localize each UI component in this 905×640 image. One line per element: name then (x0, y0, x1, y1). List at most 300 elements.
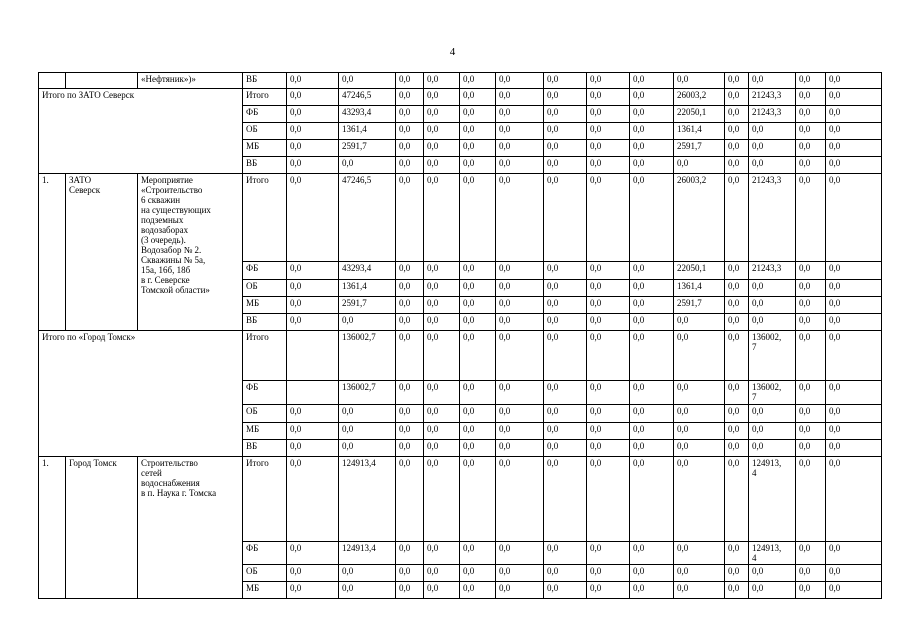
value-cell: 0,0 (287, 140, 339, 157)
value-cell: 0,0 (725, 157, 749, 174)
value-cell: 0,0 (287, 314, 339, 331)
value-cell: 0,0 (424, 565, 460, 582)
value-cell: 0,0 (496, 381, 544, 405)
value-cell: 0,0 (496, 423, 544, 440)
value-cell: 0,0 (630, 582, 674, 599)
value-cell: 0,0 (424, 582, 460, 599)
value-cell: 0,0 (339, 157, 396, 174)
value-cell: 0,0 (725, 262, 749, 280)
value-cell: 0,0 (544, 297, 587, 314)
value-cell: 0,0 (630, 457, 674, 542)
value-cell: 0,0 (796, 106, 826, 123)
value-cell: 0,0 (460, 140, 496, 157)
value-cell: 0,0 (287, 106, 339, 123)
funding-source: МБ (243, 297, 287, 314)
value-cell: 0,0 (544, 440, 587, 457)
value-cell: 0,0 (796, 123, 826, 140)
funding-source: ОБ (243, 280, 287, 297)
value-cell: 0,0 (544, 314, 587, 331)
value-cell: 0,0 (460, 565, 496, 582)
value-cell: 0,0 (460, 89, 496, 106)
value-cell: 0,0 (544, 123, 587, 140)
value-cell: 0,0 (674, 457, 725, 542)
value-cell: 1361,4 (674, 280, 725, 297)
value-cell: 0,0 (749, 140, 796, 157)
value-cell: 0,0 (460, 314, 496, 331)
value-cell: 0,0 (544, 174, 587, 262)
value-cell: 0,0 (496, 297, 544, 314)
value-cell: 0,0 (826, 423, 882, 440)
value-cell: 47246,5 (339, 174, 396, 262)
budget-table (38, 72, 882, 599)
value-cell: 0,0 (796, 542, 826, 565)
value-cell: 0,0 (630, 542, 674, 565)
value-cell: 43293,4 (339, 106, 396, 123)
value-cell: 2591,7 (339, 140, 396, 157)
value-cell: 124913, 4 (749, 457, 796, 542)
value-cell: 0,0 (587, 174, 630, 262)
value-cell: 0,0 (587, 89, 630, 106)
funding-source: МБ (243, 423, 287, 440)
value-cell: 0,0 (544, 73, 587, 89)
value-cell: 0,0 (674, 157, 725, 174)
value-cell: 0,0 (496, 140, 544, 157)
value-cell: 0,0 (749, 73, 796, 89)
value-cell: 0,0 (725, 331, 749, 381)
value-cell: 0,0 (725, 423, 749, 440)
value-cell: 0,0 (544, 381, 587, 405)
value-cell: 0,0 (496, 542, 544, 565)
value-cell: 1361,4 (339, 123, 396, 140)
value-cell: 0,0 (796, 140, 826, 157)
funding-source: ВБ (243, 73, 287, 89)
value-cell: 124913,4 (339, 457, 396, 542)
value-cell: 0,0 (587, 140, 630, 157)
value-cell: 0,0 (544, 157, 587, 174)
value-cell: 0,0 (826, 565, 882, 582)
value-cell: 0,0 (496, 405, 544, 423)
value-cell: 0,0 (630, 280, 674, 297)
value-cell: 0,0 (339, 565, 396, 582)
value-cell: 0,0 (587, 280, 630, 297)
value-cell: 0,0 (725, 106, 749, 123)
value-cell: 0,0 (396, 582, 424, 599)
value-cell: 0,0 (396, 157, 424, 174)
value-cell: 0,0 (287, 262, 339, 280)
value-cell: 0,0 (630, 262, 674, 280)
value-cell: 0,0 (424, 262, 460, 280)
value-cell: 0,0 (496, 314, 544, 331)
value-cell: 0,0 (496, 457, 544, 542)
value-cell: 0,0 (424, 174, 460, 262)
value-cell: 0,0 (460, 405, 496, 423)
value-cell: 0,0 (630, 157, 674, 174)
value-cell: 0,0 (796, 565, 826, 582)
value-cell: 0,0 (725, 123, 749, 140)
value-cell: 0,0 (674, 440, 725, 457)
value-cell: 0,0 (796, 280, 826, 297)
value-cell: 0,0 (587, 582, 630, 599)
value-cell: 0,0 (796, 297, 826, 314)
value-cell: 21243,3 (749, 89, 796, 106)
value-cell: 0,0 (424, 123, 460, 140)
value-cell: 0,0 (826, 297, 882, 314)
value-cell: 0,0 (796, 157, 826, 174)
value-cell: 0,0 (826, 280, 882, 297)
value-cell: 0,0 (587, 542, 630, 565)
value-cell: 2591,7 (339, 297, 396, 314)
value-cell: 0,0 (544, 262, 587, 280)
value-cell: 0,0 (496, 262, 544, 280)
value-cell: 0,0 (630, 565, 674, 582)
value-cell: 0,0 (424, 140, 460, 157)
value-cell: 0,0 (496, 89, 544, 106)
value-cell: 26003,2 (674, 174, 725, 262)
value-cell: 0,0 (587, 314, 630, 331)
value-cell: 0,0 (460, 157, 496, 174)
value-cell: 0,0 (287, 423, 339, 440)
value-cell: 0,0 (749, 297, 796, 314)
value-cell: 0,0 (496, 174, 544, 262)
value-cell: 0,0 (339, 423, 396, 440)
value-cell: 0,0 (826, 157, 882, 174)
value-cell: 0,0 (396, 440, 424, 457)
value-cell: 0,0 (630, 405, 674, 423)
value-cell: 2591,7 (674, 297, 725, 314)
value-cell: 0,0 (796, 89, 826, 106)
value-cell: 0,0 (496, 280, 544, 297)
value-cell: 0,0 (796, 381, 826, 405)
value-cell: 0,0 (725, 457, 749, 542)
value-cell: 0,0 (725, 381, 749, 405)
value-cell: 0,0 (725, 440, 749, 457)
value-cell: 0,0 (826, 123, 882, 140)
table-row (39, 331, 882, 381)
value-cell: 0,0 (339, 314, 396, 331)
value-cell: 1361,4 (674, 123, 725, 140)
value-cell: 0,0 (674, 381, 725, 405)
value-cell: 0,0 (496, 565, 544, 582)
value-cell: 0,0 (396, 73, 424, 89)
value-cell: 0,0 (725, 174, 749, 262)
value-cell: 0,0 (826, 73, 882, 89)
value-cell (287, 381, 339, 405)
value-cell: 0,0 (587, 123, 630, 140)
value-cell: 0,0 (396, 280, 424, 297)
value-cell: 0,0 (630, 331, 674, 381)
value-cell: 21243,3 (749, 262, 796, 280)
municipality-name: Город Томск (66, 457, 138, 599)
table-row (39, 73, 882, 89)
project-description: Мероприятие «Строительство 6 скважин на существующих подземных водозаборах (3 очередь). Водозабор № 2. Скважины № 5а, 15а, 16б, 18б в г. Северске Томской области» (138, 174, 243, 331)
table-row (39, 174, 882, 262)
value-cell: 0,0 (396, 123, 424, 140)
value-cell: 0,0 (749, 405, 796, 423)
value-cell: 0,0 (587, 157, 630, 174)
value-cell: 0,0 (630, 123, 674, 140)
subtotal-label: Итого по «Город Томск» (39, 331, 243, 457)
funding-source: МБ (243, 582, 287, 599)
value-cell: 0,0 (339, 73, 396, 89)
value-cell: 47246,5 (339, 89, 396, 106)
value-cell: 0,0 (749, 565, 796, 582)
value-cell: 0,0 (630, 174, 674, 262)
value-cell: 0,0 (424, 280, 460, 297)
value-cell: 0,0 (796, 423, 826, 440)
value-cell: 0,0 (396, 381, 424, 405)
value-cell: 0,0 (630, 140, 674, 157)
value-cell: 0,0 (544, 565, 587, 582)
funding-source: ОБ (243, 123, 287, 140)
value-cell: 0,0 (460, 423, 496, 440)
value-cell: 0,0 (424, 405, 460, 423)
value-cell: 0,0 (587, 297, 630, 314)
value-cell: 0,0 (725, 582, 749, 599)
value-cell: 0,0 (587, 73, 630, 89)
value-cell: 0,0 (725, 314, 749, 331)
value-cell: 0,0 (587, 106, 630, 123)
value-cell: 0,0 (587, 331, 630, 381)
table-row (39, 89, 882, 106)
value-cell: 0,0 (630, 381, 674, 405)
value-cell: 0,0 (826, 582, 882, 599)
value-cell: 136002, 7 (749, 331, 796, 381)
value-cell: 0,0 (544, 331, 587, 381)
value-cell: 0,0 (749, 314, 796, 331)
value-cell: 0,0 (460, 440, 496, 457)
value-cell: 0,0 (287, 457, 339, 542)
value-cell: 0,0 (826, 542, 882, 565)
value-cell: 0,0 (460, 331, 496, 381)
value-cell: 0,0 (826, 262, 882, 280)
value-cell: 136002,7 (339, 381, 396, 405)
value-cell: 0,0 (544, 457, 587, 542)
value-cell: 0,0 (725, 140, 749, 157)
value-cell: 0,0 (396, 423, 424, 440)
value-cell: 0,0 (496, 582, 544, 599)
value-cell: 0,0 (725, 542, 749, 565)
value-cell: 0,0 (339, 582, 396, 599)
funding-source: Итого (243, 457, 287, 542)
value-cell: 0,0 (396, 262, 424, 280)
value-cell: 0,0 (460, 123, 496, 140)
value-cell: 0,0 (287, 582, 339, 599)
funding-source: ОБ (243, 405, 287, 423)
value-cell: 0,0 (587, 262, 630, 280)
value-cell: 136002, 7 (749, 381, 796, 405)
value-cell: 0,0 (396, 106, 424, 123)
value-cell: 136002,7 (339, 331, 396, 381)
value-cell: 0,0 (796, 174, 826, 262)
value-cell: 0,0 (826, 314, 882, 331)
value-cell: 0,0 (396, 89, 424, 106)
value-cell: 0,0 (587, 405, 630, 423)
funding-source: ВБ (243, 314, 287, 331)
value-cell: 0,0 (826, 106, 882, 123)
value-cell: 0,0 (460, 297, 496, 314)
funding-source: ФБ (243, 381, 287, 405)
value-cell: 0,0 (826, 405, 882, 423)
funding-source: ФБ (243, 106, 287, 123)
value-cell: 0,0 (796, 582, 826, 599)
project-description: Строительство сетей водоснабжения в п. Наука г. Томска (138, 457, 243, 599)
value-cell: 0,0 (674, 542, 725, 565)
subtotal-label: Итого по ЗАТО Северск (39, 89, 243, 174)
value-cell: 21243,3 (749, 174, 796, 262)
value-cell: 0,0 (396, 457, 424, 542)
value-cell: 124913, 4 (749, 542, 796, 565)
value-cell: 0,0 (460, 73, 496, 89)
value-cell: 0,0 (424, 381, 460, 405)
value-cell: 0,0 (725, 280, 749, 297)
value-cell: 0,0 (424, 457, 460, 542)
value-cell: 0,0 (587, 565, 630, 582)
municipality-name: ЗАТО Северск (66, 174, 138, 331)
value-cell: 0,0 (725, 405, 749, 423)
value-cell: 0,0 (796, 262, 826, 280)
value-cell: 0,0 (544, 582, 587, 599)
value-cell: 0,0 (544, 280, 587, 297)
funding-source: Итого (243, 331, 287, 381)
value-cell: 0,0 (460, 174, 496, 262)
value-cell: 0,0 (396, 314, 424, 331)
value-cell: 0,0 (424, 89, 460, 106)
number-cell (39, 73, 66, 89)
value-cell: 0,0 (496, 331, 544, 381)
value-cell: 0,0 (826, 381, 882, 405)
row-number: 1. (39, 174, 66, 331)
value-cell: 0,0 (630, 297, 674, 314)
value-cell: 0,0 (287, 280, 339, 297)
value-cell: 0,0 (424, 106, 460, 123)
value-cell: 0,0 (587, 440, 630, 457)
value-cell: 0,0 (544, 140, 587, 157)
value-cell: 0,0 (826, 331, 882, 381)
value-cell: 0,0 (630, 89, 674, 106)
value-cell: 0,0 (826, 440, 882, 457)
project-description: «Нефтяник»)» (138, 73, 243, 89)
value-cell: 26003,2 (674, 89, 725, 106)
value-cell: 0,0 (630, 314, 674, 331)
value-cell: 0,0 (396, 542, 424, 565)
value-cell: 0,0 (287, 73, 339, 89)
value-cell: 0,0 (749, 123, 796, 140)
value-cell: 0,0 (796, 440, 826, 457)
value-cell: 22050,1 (674, 106, 725, 123)
value-cell: 0,0 (674, 331, 725, 381)
value-cell: 0,0 (725, 73, 749, 89)
value-cell: 0,0 (749, 280, 796, 297)
value-cell: 0,0 (587, 457, 630, 542)
funding-source: ВБ (243, 157, 287, 174)
value-cell: 0,0 (544, 542, 587, 565)
value-cell: 0,0 (287, 123, 339, 140)
value-cell: 0,0 (396, 565, 424, 582)
value-cell: 0,0 (496, 106, 544, 123)
value-cell: 0,0 (460, 542, 496, 565)
value-cell: 0,0 (424, 440, 460, 457)
value-cell: 0,0 (396, 174, 424, 262)
value-cell: 0,0 (460, 582, 496, 599)
value-cell: 0,0 (544, 106, 587, 123)
value-cell: 0,0 (424, 73, 460, 89)
value-cell: 124913,4 (339, 542, 396, 565)
value-cell: 2591,7 (674, 140, 725, 157)
value-cell: 1361,4 (339, 280, 396, 297)
value-cell: 0,0 (460, 106, 496, 123)
value-cell: 0,0 (826, 140, 882, 157)
value-cell: 0,0 (287, 565, 339, 582)
value-cell: 0,0 (630, 440, 674, 457)
value-cell: 0,0 (725, 89, 749, 106)
value-cell: 0,0 (674, 314, 725, 331)
value-cell: 0,0 (460, 262, 496, 280)
value-cell: 0,0 (396, 331, 424, 381)
value-cell: 0,0 (287, 542, 339, 565)
value-cell: 0,0 (287, 157, 339, 174)
funding-source: ФБ (243, 542, 287, 565)
value-cell: 0,0 (749, 423, 796, 440)
value-cell: 0,0 (749, 582, 796, 599)
value-cell: 0,0 (749, 157, 796, 174)
value-cell: 22050,1 (674, 262, 725, 280)
value-cell: 0,0 (287, 89, 339, 106)
value-cell: 0,0 (424, 157, 460, 174)
value-cell: 0,0 (287, 405, 339, 423)
value-cell: 0,0 (674, 405, 725, 423)
table-row (39, 457, 882, 542)
value-cell: 0,0 (826, 457, 882, 542)
value-cell: 0,0 (725, 297, 749, 314)
row-number: 1. (39, 457, 66, 599)
value-cell: 0,0 (674, 423, 725, 440)
value-cell: 0,0 (396, 297, 424, 314)
value-cell: 0,0 (460, 381, 496, 405)
value-cell: 0,0 (396, 140, 424, 157)
value-cell: 0,0 (339, 405, 396, 423)
value-cell: 0,0 (796, 405, 826, 423)
value-cell: 0,0 (460, 280, 496, 297)
value-cell: 0,0 (496, 157, 544, 174)
value-cell: 0,0 (749, 440, 796, 457)
value-cell: 0,0 (587, 381, 630, 405)
value-cell: 0,0 (496, 73, 544, 89)
value-cell: 0,0 (725, 565, 749, 582)
value-cell: 0,0 (796, 314, 826, 331)
funding-source: МБ (243, 140, 287, 157)
value-cell: 0,0 (796, 457, 826, 542)
value-cell: 0,0 (630, 73, 674, 89)
value-cell: 0,0 (424, 314, 460, 331)
funding-source: Итого (243, 89, 287, 106)
funding-source: ВБ (243, 440, 287, 457)
value-cell: 0,0 (287, 297, 339, 314)
value-cell: 0,0 (424, 423, 460, 440)
value-cell: 43293,4 (339, 262, 396, 280)
value-cell: 0,0 (587, 423, 630, 440)
value-cell: 0,0 (287, 440, 339, 457)
value-cell: 0,0 (674, 582, 725, 599)
value-cell: 0,0 (339, 440, 396, 457)
value-cell: 0,0 (287, 174, 339, 262)
value-cell: 0,0 (496, 440, 544, 457)
value-cell: 21243,3 (749, 106, 796, 123)
value-cell: 0,0 (424, 331, 460, 381)
value-cell: 0,0 (544, 423, 587, 440)
value-cell: 0,0 (796, 73, 826, 89)
value-cell: 0,0 (674, 565, 725, 582)
funding-source: ФБ (243, 262, 287, 280)
